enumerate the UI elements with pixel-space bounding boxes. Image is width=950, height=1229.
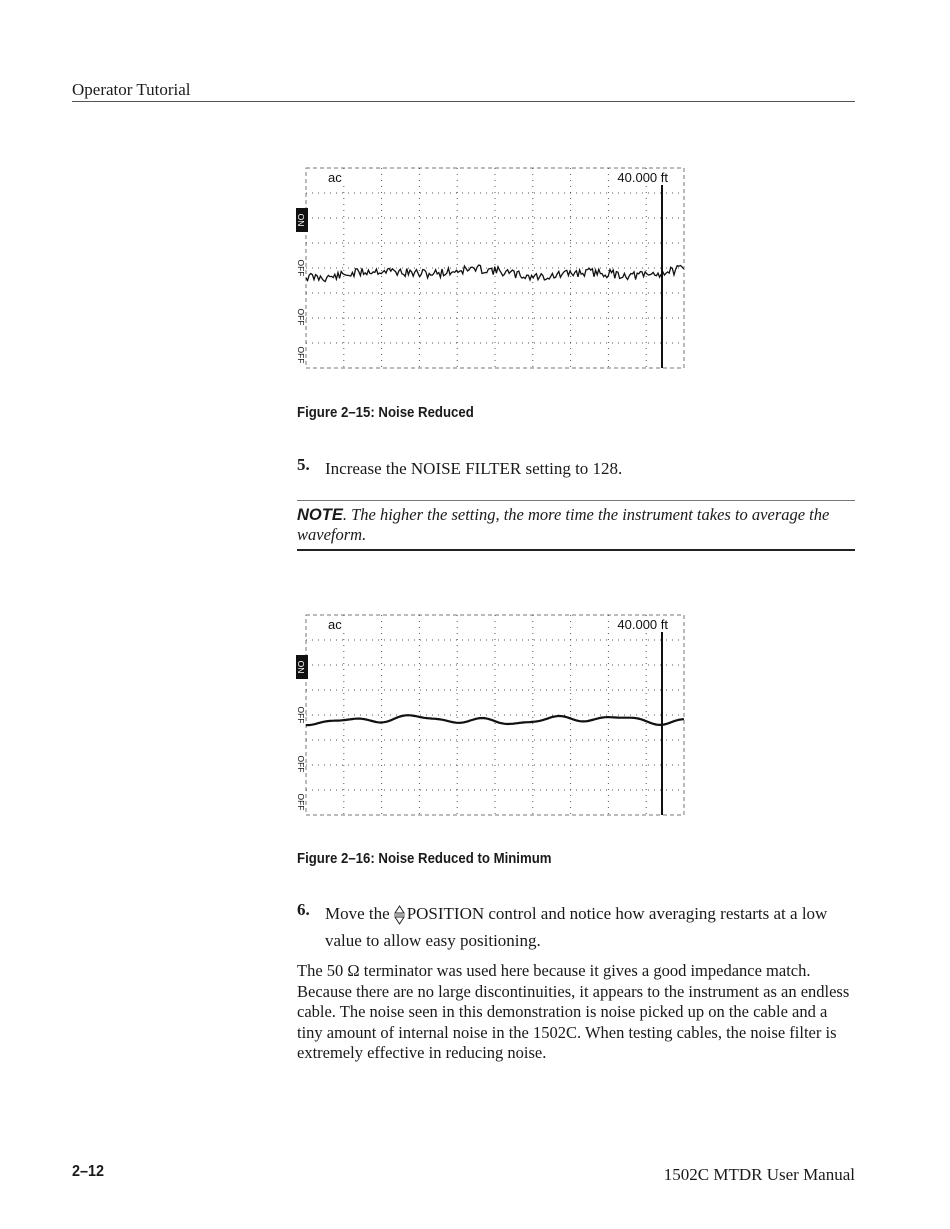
side-label-text: OFF: [296, 308, 306, 326]
body-paragraph: The 50 Ω terminator was used here because it gives a good impedance match. Because there are no large discontinuities, it appears to the instrument as an endless cable. The noise seen in this demonstration is noise picked up on the cable and a tiny amount of internal noise in the 1502C. When testing cables, the noise filter is extremely effective in reducing noise.: [297, 961, 850, 1062]
header-rule: [72, 101, 855, 102]
figure-caption: Figure 2–16: Noise Reduced to Minimum: [297, 850, 552, 867]
side-label-text: OFF: [296, 706, 306, 724]
side-label-text: OFF: [296, 793, 306, 811]
side-label-off: [296, 794, 306, 811]
note-rule-top: [297, 500, 855, 501]
mode-label: ac: [328, 617, 342, 632]
side-label-off: [296, 309, 306, 326]
side-label-on: [296, 655, 308, 679]
scope-display-noise-reduced: [294, 165, 689, 370]
side-label-text: ON: [296, 213, 306, 227]
side-label-off: [296, 756, 306, 773]
step-text-after: POSITION control and notice how averaging restarts at a low value to allow easy positioning.: [325, 904, 828, 950]
manual-title: 1502C MTDR User Manual: [663, 1165, 855, 1184]
side-label-text: OFF: [296, 259, 306, 277]
side-label-text: OFF: [296, 346, 306, 364]
side-label-off: [296, 707, 306, 724]
step-number: 5.: [297, 455, 310, 474]
distance-readout: 40.000 ft: [617, 617, 668, 632]
side-label-text: OFF: [296, 755, 306, 773]
step-number: 6.: [297, 900, 310, 919]
note-block: [297, 505, 855, 545]
note-rule-bottom: [297, 549, 855, 551]
side-label-on: [296, 208, 308, 232]
mode-label: ac: [328, 170, 342, 185]
scope-display-noise-reduced-minimum: [294, 612, 689, 817]
step-text-before: Move the: [325, 904, 390, 923]
note-label: NOTE: [297, 506, 343, 524]
figure-caption: Figure 2–15: Noise Reduced: [297, 404, 474, 421]
side-label-off: [296, 260, 306, 277]
step-text: Increase the NOISE FILTER setting to 128.: [325, 459, 623, 478]
distance-readout: 40.000 ft: [617, 170, 668, 185]
step-text: [325, 900, 855, 954]
waveform-trace: [306, 265, 684, 282]
note-text: . The higher the setting, the more time the instrument takes to average the waveform.: [297, 505, 830, 544]
side-label-off: [296, 347, 306, 364]
side-label-text: ON: [296, 660, 306, 674]
up-down-triangle-icon: [394, 903, 405, 925]
page-number: 2–12: [72, 1163, 105, 1180]
page-header-title: Operator Tutorial: [72, 80, 191, 99]
